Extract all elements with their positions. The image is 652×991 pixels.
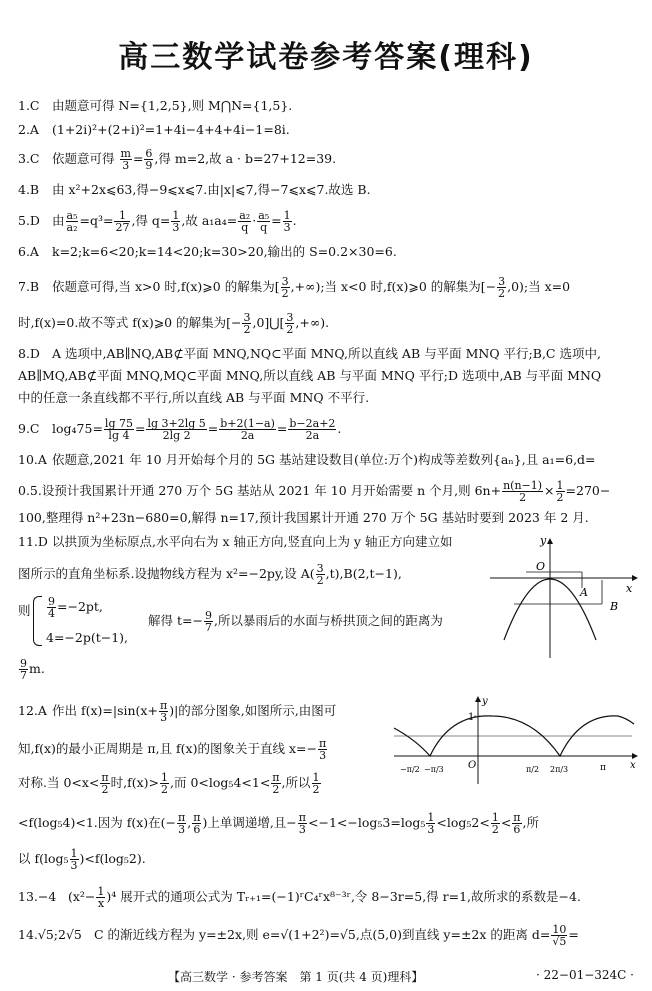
fig11-label-y: y bbox=[540, 534, 547, 547]
answer-1: 1.C 由题意可得 N={1,2,5},则 M⋂N={1,5}. bbox=[18, 98, 293, 113]
answer-12-line2: 知,f(x)的最小正周期是 π,且 f(x)的图象关于直线 x=− $\frac{\pi}{3}$ bbox=[18, 737, 327, 762]
answer-4: 4.B 由 x²+2x⩽63,得−9⩽x⩽7.由|x|⩽7,得−7⩽x⩽7.故选 B. bbox=[18, 182, 371, 197]
fig11-label-x: x bbox=[626, 582, 633, 595]
answer-11-eq1: $\frac{9}{4}$ =−2pt, bbox=[48, 595, 103, 620]
answer-12-line5: 以 f(log₅ $\frac{1}{3}$ )<f(log₅2). bbox=[18, 847, 146, 872]
footer-page-info: 【高三数学 · 参考答案 第 1 页(共 4 页)理科】 bbox=[168, 970, 424, 984]
page-title: 高三数学试卷参考答案(理科) bbox=[118, 40, 534, 75]
fig12-label-x: x bbox=[630, 760, 636, 771]
fig12-tick-neg-third-pi: −π/3 bbox=[424, 765, 444, 774]
figure-11-parabola bbox=[484, 530, 640, 662]
answer-11-line3b: 解得 t=− $\frac{9}{7}$ ,所以暴雨后的水面与桥拱顶之间的距离为 bbox=[148, 609, 443, 634]
answer-10-line1: 10.A 依题意,2021 年 10 月开始每个月的 5G 基站建设数目(单位:万个)构成等差数列{aₙ},且 a₁=6,d= bbox=[18, 452, 596, 467]
fig11-x-arrow bbox=[632, 575, 638, 581]
answer-8-line3: 中的任意一条直线都不平行,所以直线 AB 与平面 MNQ 不平行. bbox=[18, 390, 370, 405]
answer-3: 3.C 依题意可得 $\frac{m}{3}$ = $\frac{6}{9}$ ,得 m=2,故 a · b=27+12=39. bbox=[18, 147, 337, 172]
footer-code: · 22−01−324C · bbox=[536, 968, 634, 982]
answer-5: 5.D 由 $\frac{\text{a₅}}{\text{a₂}}$ =q³= $\frac{1}{27}$ ,得 q= $\frac{1}{3}$ ,故 a₁a₄= $\frac{\text{a₂}}{q}$ · $\frac{\text{a₅}}{q}$ = $\frac{1}{3}$ . bbox=[18, 209, 297, 234]
fig12-label-o: O bbox=[468, 760, 477, 771]
equation-brace bbox=[33, 596, 42, 646]
figure-12-sine-abs bbox=[390, 694, 640, 786]
fig11-label-a: A bbox=[580, 586, 588, 599]
fig11-label-o: O bbox=[536, 560, 546, 573]
answer-10-line3: 100,整理得 n²+23n−680=0,解得 n=17,预计我国累计开通 270 万个 5G 基站时要到 2023 年 2 月. bbox=[18, 510, 589, 525]
answer-8-line1: 8.D A 选项中,AB∥NQ,AB⊄平面 MNQ,NQ⊂平面 MNQ,所以直线 AB 与平面 MNQ 平行;B,C 选项中, bbox=[18, 346, 601, 361]
answer-8-line2: AB∥MQ,AB⊄平面 MNQ,MQ⊂平面 MNQ,所以直线 AB 与平面 MNQ 平行;D 选项中,AB 与平面 MNQ bbox=[18, 368, 602, 383]
answer-14: 14.√5;2√5 C 的渐近线方程为 y=±2x,则 e=√(1+2²)=√5,点(5,0)到直线 y=±2x 的距离 d= $\frac{10}{√5}$ = bbox=[18, 923, 579, 948]
answer-12-line4: <f(log₅4)<1.因为 f(x)在(− $\frac{\pi}{3}$ , $\frac{\pi}{6}$ )上单调递增,且− $\frac{\pi}{3}$ <−1<−log₅3=log₅ $\frac{1}{3}$ <log₅2< $\frac{1}{2}$ < $\frac{\pi}{6}$ ,所 bbox=[18, 811, 540, 836]
answer-13: 13.−4 (x²− $\frac{1}{x}$ )⁴ 展开式的通项公式为 Tᵣ₊₁=(−1)ʳC₄ʳx⁸⁻³ʳ,令 8−3r=5,得 r=1,故所求的系数是−4. bbox=[18, 885, 581, 910]
fig11-y-arrow bbox=[547, 538, 553, 544]
fig12-label-y: y bbox=[482, 696, 488, 707]
answer-11-line1: 11.D 以拱顶为坐标原点,水平向右为 x 轴正方向,竖直向上为 y 轴正方向建立如 bbox=[18, 534, 453, 549]
fig12-tick-two-third-pi: 2π/3 bbox=[550, 765, 569, 774]
answer-9: 9.C log₄75= $\frac{\lg 75}{\lg 4}$ = $\frac{\lg 3+2\lg 5}{2\lg 2}$ = $\frac{b+2(1-a)}{2a}$ = $\frac{b-2a+2}{2a}$ . bbox=[18, 417, 342, 442]
answer-7-line1: 7.B 依题意可得,当 x>0 时,f(x)⩾0 的解集为[ $\frac{3}{2}$ ,+∞);当 x<0 时,f(x)⩾0 的解集为[− $\frac{3}{2}$ ,0);当 x=0 bbox=[18, 275, 571, 300]
fig12-tick-half-pi: π/2 bbox=[526, 765, 540, 774]
fig12-y-arrow bbox=[475, 696, 481, 702]
fig12-x-arrow bbox=[632, 753, 638, 759]
answer-12-line1: 12.A 作出 f(x)=|sin(x+ $\frac{\pi}{3}$ )|的部分图象,如图所示,由图可 bbox=[18, 699, 337, 724]
answer-11-line3: 则 bbox=[18, 603, 31, 618]
fig11-label-b: B bbox=[610, 600, 619, 613]
fig12-tick-neg-half-pi: −π/2 bbox=[400, 765, 420, 774]
answer-7-line2: 时,f(x)=0.故不等式 f(x)⩾0 的解集为[− $\frac{3}{2}$ ,0]⋃[ $\frac{3}{2}$ ,+∞). bbox=[18, 311, 330, 336]
answer-11-line5: $\frac{9}{7}$ m. bbox=[20, 657, 45, 682]
fig12-label-one: 1 bbox=[468, 712, 475, 723]
answer-10-line2: 0.5.设预计我国累计开通 270 万个 5G 基站从 2021 年 10 月开始需要 n 个月,则 6n+ $\frac{n(n-1)}{2}$ × $\frac{1}{2}$ =270− bbox=[18, 479, 611, 504]
answer-11-line2: 图所示的直角坐标系.设抛物线方程为 x²=−2py,设 A( $\frac{3}{2}$ ,t),B(2,t−1), bbox=[18, 562, 402, 587]
answer-11-eq2: 4=−2p(t−1), bbox=[46, 630, 129, 645]
answer-12-line3: 对称.当 0<x< $\frac{\pi}{2}$ 时,f(x)> $\frac{1}{2}$ ,而 0<log₅4<1< $\frac{\pi}{2}$ ,所以 $\frac{1}{2}$ bbox=[18, 771, 320, 796]
answer-2: 2.A (1+2i)²+(2+i)²=1+4i−4+4+4i−1=8i. bbox=[18, 122, 290, 137]
fig12-tick-pi: π bbox=[600, 763, 606, 773]
answer-6: 6.A k=2;k=6<20;k=14<20;k=30>20,输出的 S=0.2×30=6. bbox=[18, 244, 397, 259]
